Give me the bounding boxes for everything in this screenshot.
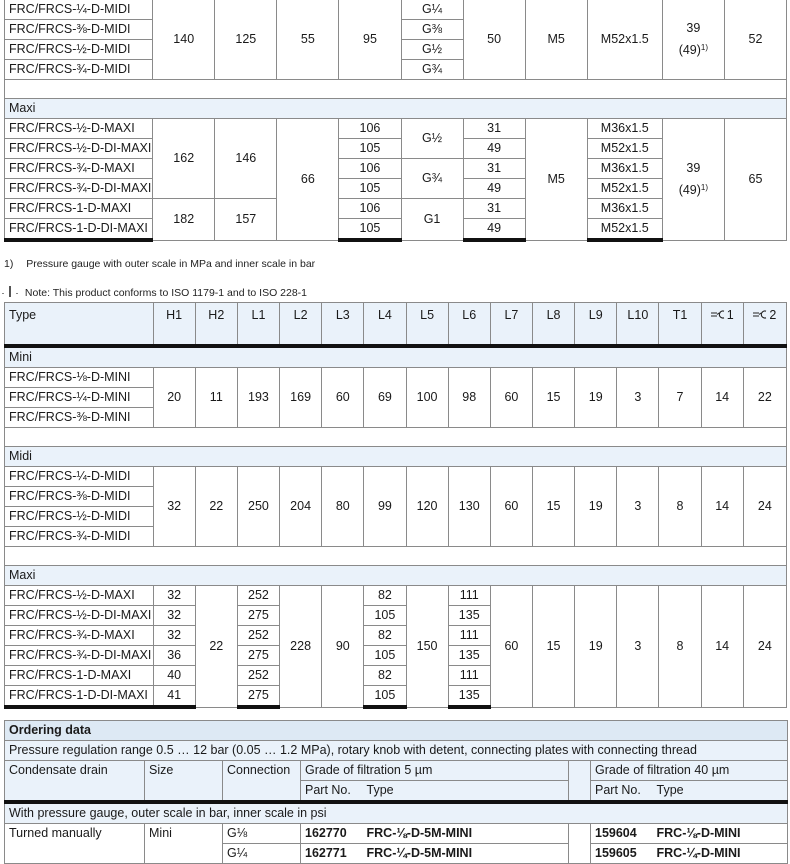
header-type-40: Type [653, 781, 788, 803]
ordering-subtitle-row [5, 741, 788, 761]
part-no-cell[interactable]: 159604 [591, 824, 653, 844]
type-cell: FRC-⅛-D-MINI [653, 824, 788, 844]
size-cell: Mini [145, 824, 223, 864]
ordering-subtitle: Pressure regulation range 0.5 … 12 bar (0.05 … 1.2 MPa), rotary knob with detent, connecting plates with connecting thread [5, 741, 788, 761]
header-l8: L8 [532, 303, 574, 347]
note-icon [9, 286, 11, 297]
type-cell: FRC/FRCS-1-D-MAXI [5, 666, 154, 686]
cell: 80 [322, 467, 364, 547]
cell: 162 [153, 119, 215, 199]
header-t1: T1 [659, 303, 701, 347]
cell: 3 [617, 586, 659, 708]
header-condensate-drain: Condensate drain [5, 761, 145, 803]
type-cell: FRC/FRCS-½-D-MAXI [5, 119, 153, 139]
cell: 150 [406, 586, 448, 708]
cell: 204 [280, 467, 322, 547]
table-row [5, 586, 787, 606]
type-cell: FRC/FRCS-⅛-D-MINI [5, 368, 154, 388]
cell: 105 [364, 686, 406, 708]
footnote-text: Pressure gauge with outer scale in MPa and inner scale in bar [26, 258, 316, 270]
group-label: Maxi [5, 99, 787, 119]
header-l4: L4 [364, 303, 406, 347]
ordering-section-label: With pressure gauge, outer scale in bar, inner scale in psi [5, 802, 788, 824]
type-cell: FRC/FRCS-⅜-D-MIDI [5, 487, 154, 507]
type-cell: FRC/FRCS-½-D-MIDI [5, 40, 153, 60]
cell: 105 [364, 606, 406, 626]
cell: 106 [339, 199, 401, 219]
cell: 111 [448, 586, 490, 606]
header-l3: L3 [322, 303, 364, 347]
group-row-mini [5, 346, 787, 368]
cell: 69 [364, 368, 406, 428]
header-l10: L10 [617, 303, 659, 347]
gauge-cell [662, 0, 724, 80]
group-row-maxi [5, 566, 787, 586]
cell: 36 [153, 646, 195, 666]
cell: 135 [448, 686, 490, 708]
ordering-title: Ordering data [5, 721, 788, 741]
cell: 228 [280, 586, 322, 708]
cell: 111 [448, 666, 490, 686]
gauge-cell [662, 119, 724, 241]
table-row [5, 119, 787, 139]
cell: 60 [490, 467, 532, 547]
connection-cell: G⅜ [401, 20, 463, 40]
type-cell: FRC/FRCS-½-D-MIDI [5, 507, 154, 527]
header-h2: H2 [195, 303, 237, 347]
header-grade-40um: Grade of filtration 40 µm [591, 761, 788, 781]
cell: 49 [463, 219, 525, 241]
group-row-midi [5, 447, 787, 467]
header-l1: L1 [237, 303, 279, 347]
cell: 135 [448, 606, 490, 626]
ordering-header-row [5, 761, 788, 781]
cell: M5 [525, 119, 587, 241]
dimensions-table [4, 302, 787, 709]
footnote-ref: 1) [700, 182, 709, 192]
cell: 250 [237, 467, 279, 547]
cell: M52x1.5 [587, 219, 662, 241]
header-row [5, 303, 787, 347]
cell: 182 [153, 199, 215, 241]
group-row-maxi [5, 99, 787, 119]
group-label: Mini [5, 346, 787, 368]
footnote-ref: 1) [700, 43, 709, 52]
header-l5: L5 [406, 303, 448, 347]
part-no-cell[interactable]: 162771 [301, 844, 363, 864]
cell: 31 [463, 199, 525, 219]
cell: 32 [153, 467, 195, 547]
cell: 8 [659, 586, 701, 708]
type-cell: FRC-¼-D-MINI [653, 844, 788, 864]
cell: 60 [490, 368, 532, 428]
header-type-5: Type [363, 781, 569, 803]
cell: 252 [237, 626, 279, 646]
wrench-icon [753, 310, 767, 319]
header-l7: L7 [490, 303, 532, 347]
type-cell: FRC/FRCS-¾-D-DI-MAXI [5, 646, 154, 666]
cell: 22 [195, 467, 237, 547]
table-row [5, 0, 787, 20]
cell: 252 [237, 666, 279, 686]
cell: 24 [743, 467, 786, 547]
gauge-alt-value: (49) [678, 182, 701, 197]
cell: 15 [532, 586, 574, 708]
cell: 55 [277, 0, 339, 80]
spacer-row [5, 80, 787, 99]
cell: 90 [322, 586, 364, 708]
cell: 19 [575, 467, 617, 547]
type-cell: FRC/FRCS-1-D-DI-MAXI [5, 686, 154, 708]
header-spacer [569, 761, 591, 803]
connection-cell: G¾ [401, 159, 463, 199]
cell: 275 [237, 686, 279, 708]
cell: 8 [659, 467, 701, 547]
cell: 65 [724, 119, 786, 241]
header-wrench-2: 2 [743, 303, 786, 347]
cell: 146 [215, 119, 277, 199]
cell: 19 [575, 368, 617, 428]
type-cell: FRC/FRCS-¼-D-MIDI [5, 0, 153, 20]
cell: 14 [701, 368, 743, 428]
cell: 19 [575, 586, 617, 708]
cell: 125 [215, 0, 277, 80]
cell: 15 [532, 467, 574, 547]
ordering-row [5, 824, 788, 844]
type-cell: FRC/FRCS-¾-D-MIDI [5, 527, 154, 547]
header-part-no-5: Part No. [301, 781, 363, 803]
cell: 20 [153, 368, 195, 428]
connection-cell: G½ [401, 40, 463, 60]
type-cell: FRC/FRCS-1-D-MAXI [5, 199, 153, 219]
wrench-icon [711, 310, 725, 319]
ordering-data-table [4, 720, 788, 864]
cell: 11 [195, 368, 237, 428]
connection-cell: G1 [401, 199, 463, 241]
cell: 22 [195, 586, 237, 708]
cell: 105 [364, 646, 406, 666]
cell: 275 [237, 646, 279, 666]
type-cell: FRC/FRCS-½-D-DI-MAXI [5, 139, 153, 159]
spacer-row [5, 547, 787, 566]
cell: 100 [406, 368, 448, 428]
cell: M52x1.5 [587, 179, 662, 199]
cell: 105 [339, 219, 401, 241]
cell: 3 [617, 368, 659, 428]
cell: 3 [617, 467, 659, 547]
gauge-alt-value: (49) [678, 43, 701, 57]
cell: 106 [339, 159, 401, 179]
cell: 49 [463, 139, 525, 159]
connection-cell: G¼ [223, 844, 301, 864]
ordering-section-row [5, 802, 788, 824]
cell: 82 [364, 586, 406, 606]
header-grade-5um: Grade of filtration 5 µm [301, 761, 569, 781]
connection-cell: G¼ [401, 0, 463, 20]
cell: 82 [364, 626, 406, 646]
type-cell: FRC/FRCS-⅜-D-MIDI [5, 20, 153, 40]
type-cell: FRC/FRCS-¾-D-MAXI [5, 159, 153, 179]
cell: 32 [153, 626, 195, 646]
cell: 82 [364, 666, 406, 686]
cell: M36x1.5 [587, 199, 662, 219]
cell: 157 [215, 199, 277, 241]
cell: M52x1.5 [587, 139, 662, 159]
cell: 22 [743, 368, 786, 428]
header-part-no-40: Part No. [591, 781, 653, 803]
cell: 105 [339, 139, 401, 159]
connection-cell: G½ [401, 119, 463, 159]
header-l9: L9 [575, 303, 617, 347]
cell: 60 [322, 368, 364, 428]
type-cell: FRC-⅛-D-5M-MINI [363, 824, 569, 844]
cell: 66 [277, 119, 339, 241]
spacer-cell [569, 824, 591, 864]
cell: 52 [724, 0, 786, 80]
type-cell: FRC/FRCS-1-D-DI-MAXI [5, 219, 153, 241]
gauge-value: 39 [686, 160, 701, 175]
cell: 60 [490, 586, 532, 708]
cell: 14 [701, 467, 743, 547]
cell: 135 [448, 646, 490, 666]
table-row [5, 368, 787, 388]
cell: 32 [153, 606, 195, 626]
type-cell: FRC/FRCS-¾-D-MAXI [5, 626, 154, 646]
cell: M52x1.5 [587, 0, 662, 80]
cell: 130 [448, 467, 490, 547]
type-cell: FRC-¼-D-5M-MINI [363, 844, 569, 864]
dimensions-table-top [4, 0, 787, 242]
cell: 275 [237, 606, 279, 626]
header-h1: H1 [153, 303, 195, 347]
cell: 41 [153, 686, 195, 708]
spacer-row [5, 428, 787, 447]
note [2, 286, 307, 299]
part-no-cell[interactable]: 162770 [301, 824, 363, 844]
cell: 105 [339, 179, 401, 199]
cell: 49 [463, 179, 525, 199]
ordering-title-row [5, 721, 788, 741]
type-cell: FRC/FRCS-⅜-D-MINI [5, 408, 154, 428]
cell: 99 [364, 467, 406, 547]
cell: 50 [463, 0, 525, 80]
drain-cell: Turned manually [5, 824, 145, 864]
group-label: Midi [5, 447, 787, 467]
header-size: Size [145, 761, 223, 803]
cell: M5 [525, 0, 587, 80]
connection-cell: G⅛ [223, 824, 301, 844]
connection-cell: G¾ [401, 60, 463, 80]
footnote [4, 258, 315, 270]
cell: 15 [532, 368, 574, 428]
cell: 32 [153, 586, 195, 606]
type-cell: FRC/FRCS-½-D-DI-MAXI [5, 606, 154, 626]
cell: 193 [237, 368, 279, 428]
cell: 169 [280, 368, 322, 428]
cell: M36x1.5 [587, 119, 662, 139]
footnote-number: 1) [4, 258, 14, 270]
header-l6: L6 [448, 303, 490, 347]
cell: 31 [463, 119, 525, 139]
type-cell: FRC/FRCS-¾-D-MIDI [5, 60, 153, 80]
type-cell: FRC/FRCS-¼-D-MIDI [5, 467, 154, 487]
header-l2: L2 [280, 303, 322, 347]
cell: 31 [463, 159, 525, 179]
cell: 140 [153, 0, 215, 80]
header-wrench-1: 1 [701, 303, 743, 347]
group-label: Maxi [5, 566, 787, 586]
cell: 24 [743, 586, 786, 708]
part-no-cell[interactable]: 159605 [591, 844, 653, 864]
type-cell: FRC/FRCS-¾-D-DI-MAXI [5, 179, 153, 199]
cell: 7 [659, 368, 701, 428]
cell: 40 [153, 666, 195, 686]
table-row [5, 467, 787, 487]
header-type: Type [5, 303, 154, 347]
cell: 95 [339, 0, 401, 80]
cell: 106 [339, 119, 401, 139]
note-text: Note: This product conforms to ISO 1179-1 and to ISO 228-1 [24, 287, 308, 299]
cell: 111 [448, 626, 490, 646]
cell: 14 [701, 586, 743, 708]
header-connection: Connection [223, 761, 301, 803]
cell: 120 [406, 467, 448, 547]
type-cell: FRC/FRCS-¼-D-MINI [5, 388, 154, 408]
cell: M36x1.5 [587, 159, 662, 179]
type-cell: FRC/FRCS-½-D-MAXI [5, 586, 154, 606]
gauge-value: 39 [686, 21, 701, 35]
cell: 98 [448, 368, 490, 428]
cell: 252 [237, 586, 279, 606]
